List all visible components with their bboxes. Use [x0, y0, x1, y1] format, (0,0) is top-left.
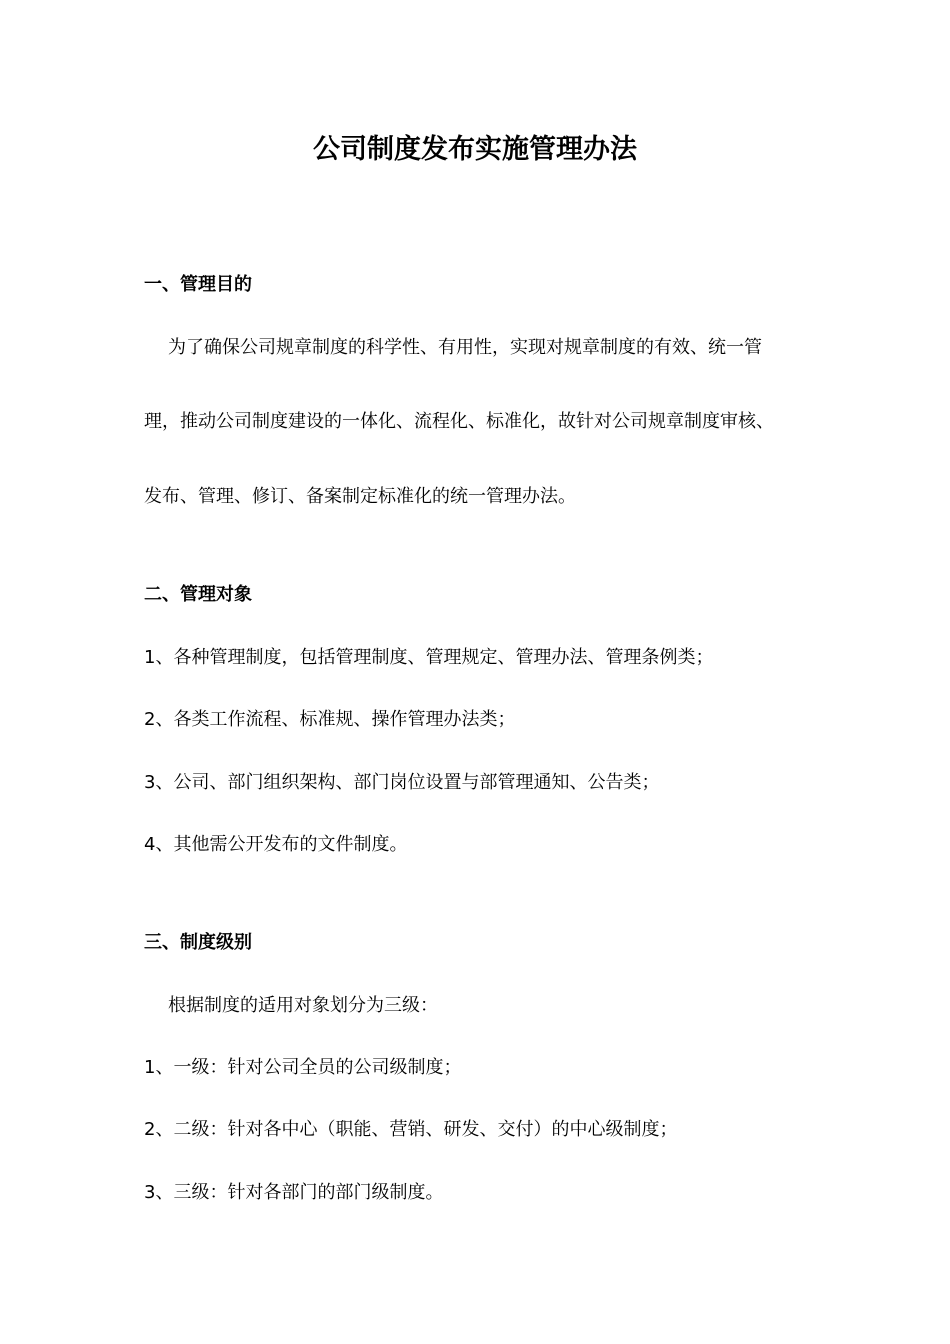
list-item: 4、其他需公开发布的文件制度。 [144, 834, 408, 855]
list-item: 3、公司、部门组织架构、部门岗位设置与部管理通知、公告类； [144, 772, 660, 793]
paragraph-line: 为了确保公司规章制度的科学性、有用性，实现对规章制度的有效、统一管 [168, 337, 762, 358]
list-item: 1、各种管理制度，包括管理制度、管理规定、管理办法、管理条例类； [144, 647, 714, 668]
list-item: 3、三级：针对各部门的部门级制度。 [144, 1182, 444, 1203]
document-title: 公司制度发布实施管理办法 [313, 134, 637, 165]
section-heading-purpose: 一、管理目的 [144, 274, 252, 295]
section-heading-scope: 二、管理对象 [144, 584, 252, 605]
section-heading-levels: 三、制度级别 [144, 932, 252, 953]
list-item: 1、一级：针对公司全员的公司级制度； [144, 1057, 462, 1078]
list-item: 2、二级：针对各中心（职能、营销、研发、交付）的中心级制度； [144, 1119, 678, 1140]
paragraph-line: 理，推动公司制度建设的一体化、流程化、标准化，故针对公司规章制度审核、 [144, 411, 774, 432]
list-item: 2、各类工作流程、标准规、操作管理办法类； [144, 709, 516, 730]
paragraph-line: 发布、管理、修订、备案制定标准化的统一管理办法。 [144, 486, 576, 507]
paragraph-line: 根据制度的适用对象划分为三级： [168, 995, 438, 1016]
